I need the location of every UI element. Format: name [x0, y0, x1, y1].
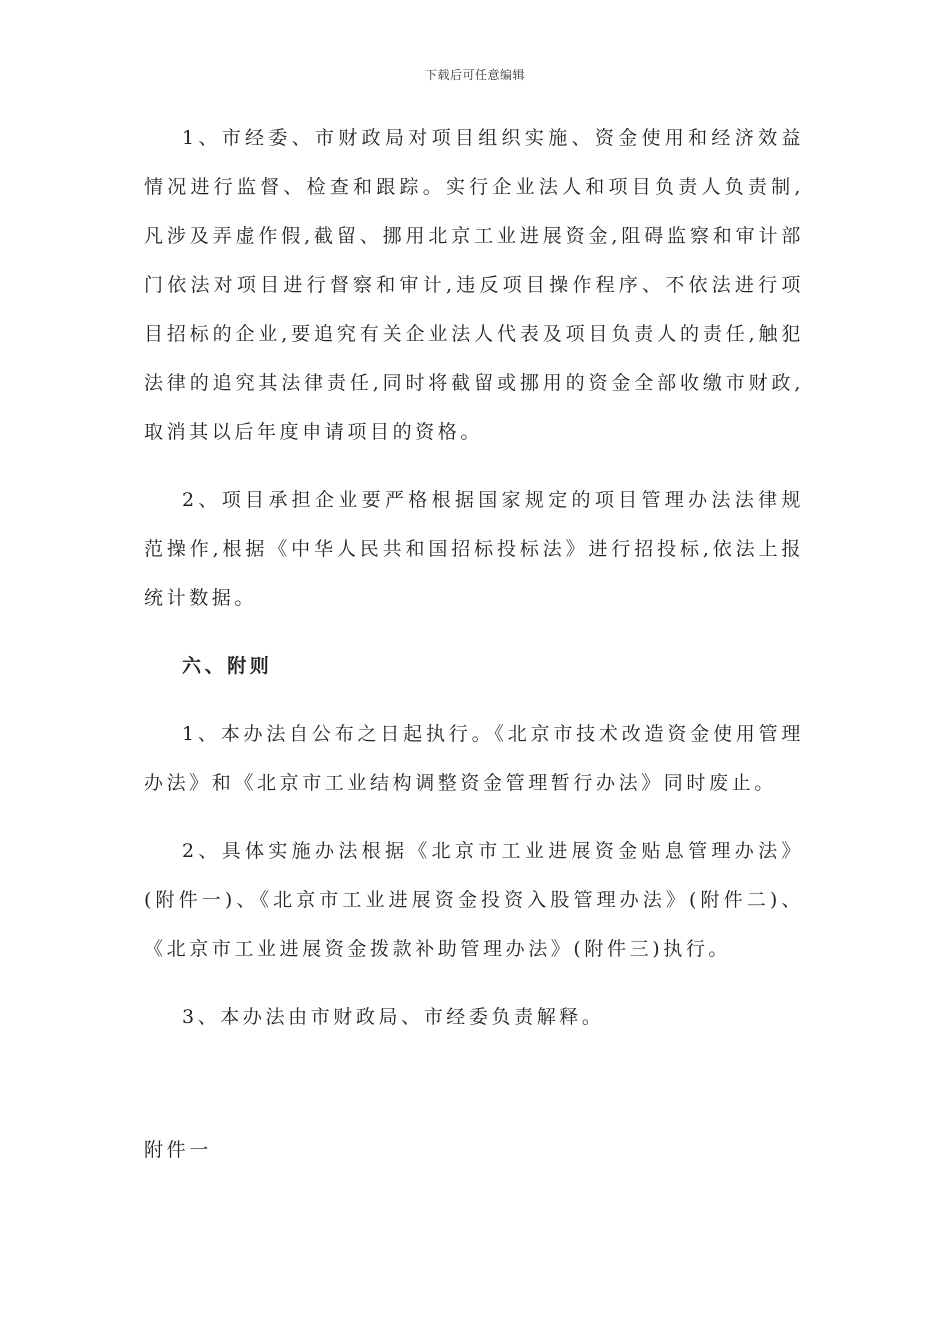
paragraph-implementation: 2、具体实施办法根据《北京市工业进展资金贴息管理办法》(附件一)、《北京市工业进展资金投资入股管理办法》(附件二)、《北京市工业进展资金拨款补助管理办法》(附件三)执行。 [144, 840, 804, 960]
paragraph-effective-date: 1、本办法自公布之日起执行。《北京市技术改造资金使用管理办法》和《北京市工业结构调整资金管理暂行办法》同时废止。 [144, 723, 804, 794]
document-body [144, 114, 804, 1175]
paragraph-interpretation: 3、本办法由市财政局、市经委负责解释。 [182, 1006, 605, 1028]
paragraph-bidding: 2、项目承担企业要严格根据国家规定的项目管理办法法律规范操作,根据《中华人民共和国招标投标法》进行招投标,依法上报统计数据。 [144, 489, 804, 609]
paragraph-supervision: 1、市经委、市财政局对项目组织实施、资金使用和经济效益情况进行监督、检查和跟踪。实行企业法人和项目负责人负责制,凡涉及弄虚作假,截留、挪用北京工业进展资金,阻碍监察和审计部门依法对项目进行督察和审计,违反项目操作程序、不依法进行项目招标的企业,要追究有关企业法人代表及项目负责人的责任,触犯法律的追究其法律责任,同时将截留或挪用的资金全部收缴市财政,取消其以后年度申请项目的资格。 [144, 127, 804, 443]
header-note: 下载后可任意编辑 [424, 68, 525, 82]
attachment-label: 附件一 [144, 1139, 212, 1161]
section-title-supplementary: 六、附则 [182, 655, 273, 677]
